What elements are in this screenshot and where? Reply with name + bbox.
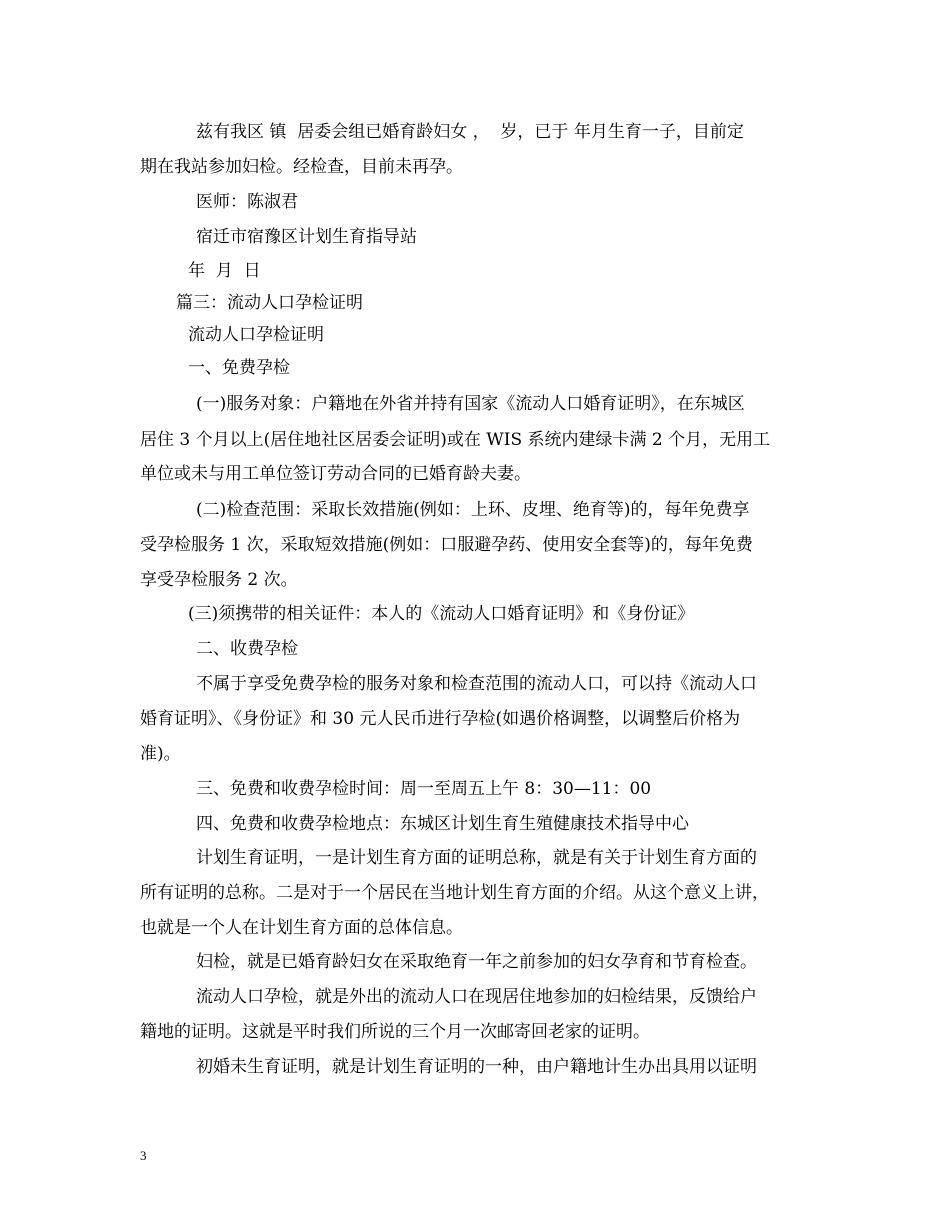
text-line: 婚育证明》、《身份证》和 30 元人民币进行孕检(如遇价格调整，以调整后价格为 <box>140 709 741 729</box>
text-line: 兹有我区 镇 居委会组已婚育龄妇女 ， 岁，已于 年月生育一子，目前定 <box>196 122 744 142</box>
text-line: 受孕检服务 1 次，采取短效措施(例如：口服避孕药、使用安全套等)的，每年免费 <box>140 535 753 555</box>
text-line: 籍地的证明。这就是平时我们所说的三个月一次邮寄回老家的证明。 <box>140 1022 650 1042</box>
text-line: 年 月 日 <box>188 261 261 281</box>
text-line: 四、免费和收费孕检地点：东城区计划生育生殖健康技术指导中心 <box>196 814 689 834</box>
text-line: 三、免费和收费孕检时间：周一至周五上午 8：30—11：00 <box>196 779 652 799</box>
text-line: 所有证明的总称。二是对于一个居民在当地计划生育方面的介绍。从这个意义上讲， <box>140 883 769 903</box>
text-line: 篇三：流动人口孕检证明 <box>176 293 363 313</box>
text-line: 宿迁市宿豫区计划生育指导站 <box>196 227 417 247</box>
text-line: 单位或未与用工单位签订劳动合同的已婚育龄夫妻。 <box>140 464 531 484</box>
text-line: 享受孕检服务 2 次。 <box>140 570 298 590</box>
text-line: (三)须携带的相关证件：本人的《流动人口婚育证明》和《身份证》 <box>188 604 695 624</box>
text-line: 妇检，就是已婚育龄妇女在采取绝育一年之前参加的妇女孕育和节育检查。 <box>196 952 757 972</box>
text-line: 也就是一个人在计划生育方面的总体信息。 <box>140 918 463 938</box>
text-line: 不属于享受免费孕检的服务对象和检查范围的流动人口，可以持《流动人口 <box>196 674 757 694</box>
text-line: 医师：陈淑君 <box>196 192 298 212</box>
text-line: 期在我站参加妇检。经检查，目前未再孕。 <box>140 157 463 177</box>
text-line: 计划生育证明，一是计划生育方面的证明总称，就是有关于计划生育方面的 <box>196 848 757 868</box>
text-line: 流动人口孕检，就是外出的流动人口在现居住地参加的妇检结果，反馈给户 <box>196 987 757 1007</box>
page-number: 3 <box>140 1148 147 1163</box>
text-line: 流动人口孕检证明 <box>188 325 324 345</box>
text-line: 二、收费孕检 <box>196 639 298 659</box>
text-line: 一、免费孕检 <box>188 358 290 378</box>
text-line: (一)服务对象：户籍地在外省并持有国家《流动人口婚育证明》，在东城区 <box>196 394 745 414</box>
text-line: (二)检查范围：采取长效措施(例如：上环、皮埋、绝育等)的，每年免费享 <box>196 500 750 520</box>
text-line: 初婚未生育证明，就是计划生育证明的一种，由户籍地计生办出具用以证明 <box>196 1057 757 1077</box>
text-line: 准)。 <box>140 744 181 764</box>
text-line: 居住 3 个月以上(居住地社区居委会证明)或在 WIS 系统内建绿卡满 2 个月，无用工 <box>140 430 771 450</box>
